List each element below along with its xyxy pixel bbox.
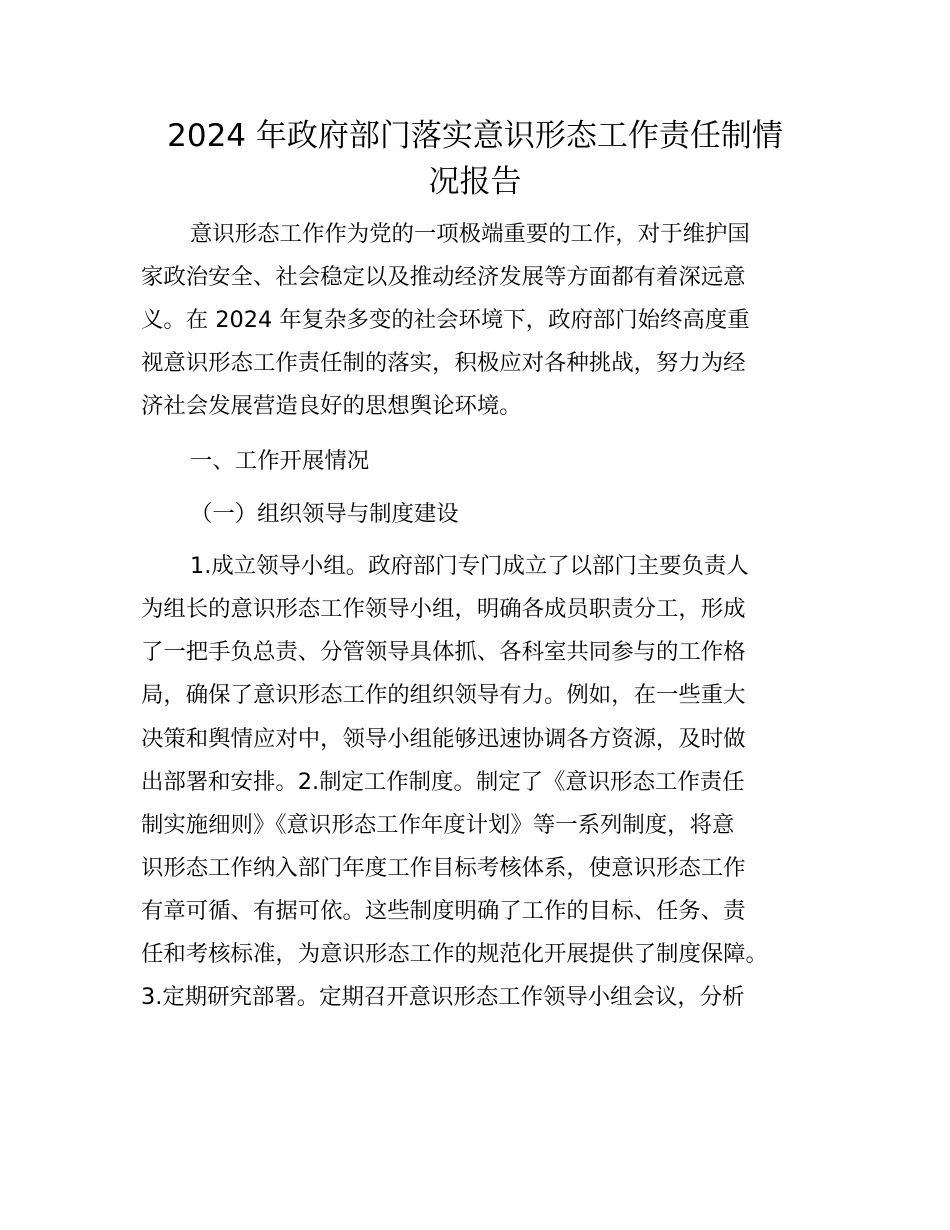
intro-line-2: 家政治安全、社会稳定以及推动经济发展等方面都有着深远意 xyxy=(141,264,746,290)
intro-line-1: 意识形态工作作为党的一项极端重要的工作，对于维护国 xyxy=(190,221,750,247)
body-line-6: 出部署和安排。2.制定工作制度。制定了《意识形态工作责任 xyxy=(141,769,745,795)
body-line-3: 了一把手负总责、分管领导具体抓、各科室共同参与的工作格 xyxy=(141,639,746,665)
body-line-9: 有章可循、有据可依。这些制度明确了工作的目标、任务、责 xyxy=(141,898,746,924)
body-line-10: 任和考核标准，为意识形态工作的规范化开展提供了制度保障。 xyxy=(141,941,768,967)
document-title-line-1: 2024 年政府部门落实意识形态工作责任制情 xyxy=(167,118,783,154)
body-line-8: 识形态工作纳入部门年度工作目标考核体系，使意识形态工作 xyxy=(141,855,746,881)
intro-line-5: 济社会发展营造良好的思想舆论环境。 xyxy=(141,393,522,419)
body-line-1: 1.成立领导小组。政府部门专门成立了以部门主要负责人 xyxy=(190,553,749,579)
subsection-heading: （一）组织领导与制度建设 xyxy=(190,501,459,527)
body-line-2: 为组长的意识形态工作领导小组，明确各成员职责分工，形成 xyxy=(141,596,746,622)
intro-line-4: 视意识形态工作责任制的落实，积极应对各种挑战，努力为经 xyxy=(141,350,746,376)
document-title-line-2: 况报告 xyxy=(428,164,522,200)
body-line-7: 制实施细则》《意识形态工作年度计划》等一系列制度，将意 xyxy=(141,812,735,838)
section-heading: 一、工作开展情况 xyxy=(190,448,370,474)
body-line-5: 决策和舆情应对中，领导小组能够迅速协调各方资源，及时做 xyxy=(141,726,746,752)
body-line-4: 局，确保了意识形态工作的组织领导有力。例如，在一些重大 xyxy=(141,682,746,708)
body-line-11: 3.定期研究部署。定期召开意识形态工作领导小组会议，分析 xyxy=(141,984,745,1010)
intro-line-3: 义。在 2024 年复杂多变的社会环境下，政府部门始终高度重 xyxy=(141,307,750,333)
